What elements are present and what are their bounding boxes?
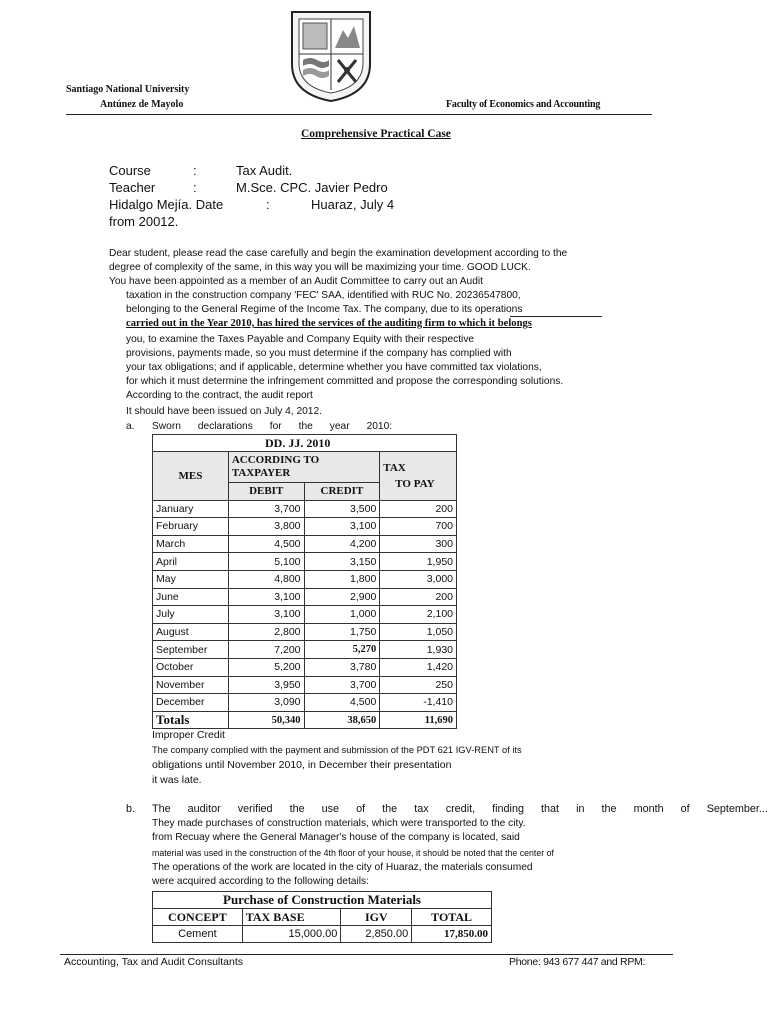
cell-credit: 2,900 [304, 588, 380, 606]
cell-credit: 3,100 [304, 518, 380, 536]
col-header-debit: DEBIT [228, 483, 304, 501]
cell-tax: 1,050 [380, 623, 457, 641]
table-row [153, 658, 457, 676]
cell-month: April [153, 553, 229, 571]
table-row [153, 623, 457, 641]
item-b-line: The operations of the work are located in the city of Huaraz, the materials consumed [152, 862, 533, 873]
col-header-tax-base: TAX BASE [242, 909, 341, 926]
sworn-declarations-table [152, 434, 457, 729]
word: the [601, 803, 617, 815]
totals-debit: 50,340 [228, 711, 304, 729]
cell-tax: 2,100 [380, 606, 457, 624]
intro-line: for which it must determine the infringement committed and propose the corresponding solutions. [126, 376, 564, 387]
teacher-value: M.Sce. CPC. Javier Pedro [236, 180, 388, 195]
cell-debit: 3,800 [228, 518, 304, 536]
date-value: Huaraz, July 4 [311, 197, 395, 212]
cell-month: October [153, 658, 229, 676]
course-value: Tax Audit. [236, 163, 293, 178]
cell-credit: 3,500 [304, 500, 380, 518]
cell-tax: 200 [380, 500, 457, 518]
item-b-line: They made purchases of construction materials, which were transported to the city. [152, 818, 526, 829]
table-row [153, 676, 457, 694]
cell-month: November [153, 676, 229, 694]
totals-credit: 38,650 [304, 711, 380, 729]
date-year: from 20012. [109, 214, 179, 229]
footer-divider [60, 954, 673, 955]
cell-month: March [153, 535, 229, 553]
cell-tax: 1,420 [380, 658, 457, 676]
table2-title: Purchase of Construction Materials [153, 892, 492, 909]
cell-debit: 7,200 [228, 641, 304, 659]
course-label: Course [109, 163, 151, 178]
word: The [152, 803, 171, 815]
underline-mark [510, 316, 602, 317]
tax-header-line1: TAX [383, 461, 406, 474]
cell-tax: 250 [380, 676, 457, 694]
cell-debit: 4,800 [228, 570, 304, 588]
word: credit, [445, 803, 476, 815]
teacher-separator: : [193, 180, 197, 195]
cell-credit: 3,700 [304, 676, 380, 694]
table-row [153, 694, 457, 712]
intro-line: You have been appointed as a member of an Audit Committee to carry out an Audit [109, 276, 483, 287]
table-row [153, 570, 457, 588]
col-header-tax [380, 452, 457, 501]
cell-igv: 2,850.00 [341, 926, 412, 943]
cell-month: September [153, 641, 229, 659]
cell-month: July [153, 606, 229, 624]
intro-line: belonging to the General Regime of the Income Tax. The company, due to its operations [126, 304, 523, 315]
cell-credit: 1,750 [304, 623, 380, 641]
word: month [633, 803, 664, 815]
cell-credit: 4,500 [304, 694, 380, 712]
item-b-first-line [152, 803, 768, 815]
note-line: The company complied with the payment and submission of the PDT 621 IGV-RENT of its [152, 745, 522, 755]
cell-debit: 5,200 [228, 658, 304, 676]
cell-month: February [153, 518, 229, 536]
date-separator: : [266, 197, 270, 212]
table-title: DD. JJ. 2010 [153, 435, 457, 452]
cell-base: 15,000.00 [242, 926, 341, 943]
item-b-marker: b. [126, 803, 136, 815]
col-header-mes: MES [153, 452, 229, 501]
document-title: Comprehensive Practical Case [301, 128, 451, 140]
item-a-text: Sworn declarations for the year 2010: [152, 421, 393, 432]
item-b-line: were acquired according to the following details: [152, 876, 369, 887]
cell-debit: 5,100 [228, 553, 304, 571]
item-a-marker: a. [126, 421, 135, 432]
intro-line: degree of complexity of the same, in this way you will be maximizing your time. GOOD LUCK. [109, 262, 531, 273]
word: September... [706, 803, 768, 815]
university-name-line2: Antúnez de Mayolo [100, 99, 184, 110]
table-row [153, 518, 457, 536]
cell-credit: 1,000 [304, 606, 380, 624]
note-line: it was late. [152, 774, 202, 786]
totals-tax: 11,690 [380, 711, 457, 729]
construction-materials-table [152, 891, 492, 943]
table-row [153, 500, 457, 518]
col-header-igv: IGV [341, 909, 412, 926]
teacher-date-line: Hidalgo Mejía. Date [109, 197, 224, 212]
cell-debit: 3,100 [228, 588, 304, 606]
item-b-line: from Recuay where the General Manager's house of the company is located, said [152, 832, 520, 843]
university-crest [288, 8, 374, 104]
cell-month: May [153, 570, 229, 588]
cell-total: 17,850.00 [412, 926, 492, 943]
crest-emblem-icon [288, 8, 374, 104]
totals-label: Totals [153, 711, 229, 729]
table-row [153, 535, 457, 553]
cell-tax: 1,930 [380, 641, 457, 659]
course-separator: : [193, 163, 197, 178]
table-row [153, 606, 457, 624]
intro-line: your tax obligations; and if applicable, determine whether you have committed tax violations, [126, 362, 542, 373]
footer-left: Accounting, Tax and Audit Consultants [64, 956, 244, 968]
cell-month: December [153, 694, 229, 712]
col-header-total: TOTAL [412, 909, 492, 926]
word: in [576, 803, 585, 815]
cell-debit: 3,950 [228, 676, 304, 694]
table-row [153, 926, 492, 943]
word: that [541, 803, 560, 815]
cell-tax: 200 [380, 588, 457, 606]
note-line: obligations until November 2010, in December their presentation [152, 759, 452, 771]
word: tax [414, 803, 429, 815]
cell-credit: 1,800 [304, 570, 380, 588]
header-divider [66, 114, 652, 115]
cell-concept: Cement [153, 926, 243, 943]
tax-header-line2: TO PAY [395, 477, 435, 490]
cell-month: January [153, 500, 229, 518]
intro-line: you, to examine the Taxes Payable and Company Equity with their respective [126, 334, 475, 345]
word: auditor [187, 803, 221, 815]
cell-tax: 300 [380, 535, 457, 553]
cell-tax: -1,410 [380, 694, 457, 712]
word: finding [492, 803, 524, 815]
intro-bold-line: carried out in the Year 2010, has hired the services of the auditing firm to which it belongs [126, 318, 532, 329]
word: the [382, 803, 398, 815]
col-header-credit: CREDIT [304, 483, 380, 501]
intro-line: taxation in the construction company 'FEC' SAA, identified with RUC No. 20236547800, [126, 290, 521, 301]
cell-credit: 3,150 [304, 553, 380, 571]
cell-credit: 5,270 [304, 641, 380, 659]
cell-debit: 3,090 [228, 694, 304, 712]
item-b-line: material was used in the construction of the 4th floor of your house, it should be noted that the center of [152, 848, 554, 858]
word: of [356, 803, 366, 815]
faculty-name: Faculty of Economics and Accounting [446, 99, 601, 110]
table-row [153, 588, 457, 606]
cell-debit: 3,100 [228, 606, 304, 624]
cell-credit: 3,780 [304, 658, 380, 676]
word: of [680, 803, 690, 815]
cell-debit: 4,500 [228, 535, 304, 553]
footer-right: Phone: 943 677 447 and RPM: [509, 956, 646, 968]
cell-debit: 2,800 [228, 623, 304, 641]
cell-month: August [153, 623, 229, 641]
teacher-label: Teacher [109, 180, 156, 195]
col-header-according: ACCORDING TO TAXPAYER [228, 452, 379, 483]
intro-line: Dear student, please read the case carefully and begin the examination development according to the [109, 248, 568, 259]
improper-credit-label: Improper Credit [152, 729, 225, 741]
cell-credit: 4,200 [304, 535, 380, 553]
word: use [321, 803, 340, 815]
cell-tax: 1,950 [380, 553, 457, 571]
intro-line: provisions, payments made, so you must determine if the company has complied with [126, 348, 512, 359]
cell-tax: 3,000 [380, 570, 457, 588]
col-header-concept: CONCEPT [153, 909, 243, 926]
intro-line: It should have been issued on July 4, 2012. [126, 406, 322, 417]
table-row [153, 553, 457, 571]
cell-month: June [153, 588, 229, 606]
word: verified [237, 803, 273, 815]
cell-debit: 3,700 [228, 500, 304, 518]
word: the [289, 803, 305, 815]
table-row [153, 641, 457, 659]
intro-line: According to the contract, the audit report [126, 390, 313, 401]
university-name: Santiago National University [66, 84, 190, 95]
cell-tax: 700 [380, 518, 457, 536]
